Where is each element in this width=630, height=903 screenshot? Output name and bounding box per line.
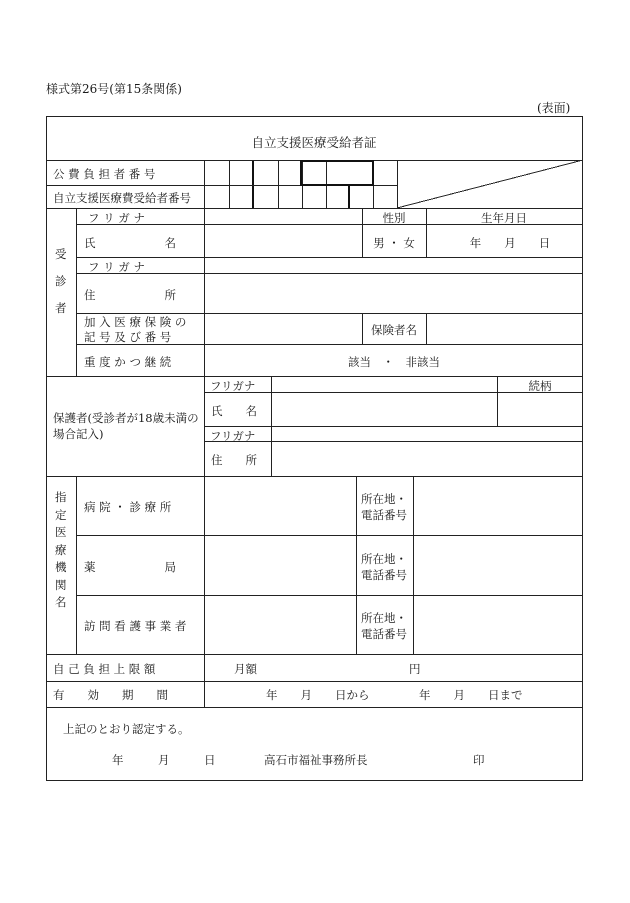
seal-mark: 印	[473, 753, 485, 767]
nursing-addr-line2: 電話番号	[361, 627, 407, 641]
address-label: 住 所	[84, 288, 176, 302]
guardian-furigana-label-2: フリガナ	[210, 429, 256, 443]
institution-group-label: 指 定 医 療 機 関 名	[55, 490, 67, 609]
severe-value: 該当 ・ 非該当	[348, 355, 440, 369]
guardian-address-label: 住 所	[211, 453, 257, 467]
guardian-furigana-label: フリガナ	[210, 379, 256, 393]
insurer-name-label: 保険者名	[371, 323, 417, 337]
certify-statement: 上記のとおり認定する。	[63, 722, 190, 736]
insurance-label-line1: 加 入 医 療 保 険 の	[84, 315, 187, 329]
nursing-addr-line1: 所在地・	[361, 611, 407, 625]
severe-label: 重 度 か つ 継 続	[84, 355, 172, 369]
monthly-label: 月額	[234, 662, 257, 676]
copay-limit-label: 自 己 負 担 上 限 額	[53, 662, 156, 676]
guardian-label-line1: 保護者(受診者が18歳未満の	[53, 411, 199, 425]
furigana-label: フ リ ガ ナ	[88, 211, 145, 225]
name-label: 氏 名	[84, 236, 176, 250]
issuer-name: 高石市福祉事務所長	[264, 753, 368, 767]
relation-label: 続柄	[528, 379, 552, 393]
validity-from: 年 月 日から	[266, 688, 370, 702]
validity-to: 年 月 日まで	[419, 688, 523, 702]
sex-value: 男 ・ 女	[373, 236, 415, 250]
pharmacy-label: 薬 局	[84, 560, 176, 574]
hospital-label: 病 院 ・ 診 療 所	[84, 500, 172, 514]
yen-label: 円	[409, 662, 421, 676]
hospital-addr-line2: 電話番号	[361, 508, 407, 522]
certificate-title: 自立支援医療受給者証	[251, 135, 377, 150]
form-number: 様式第26号(第15条関係)	[46, 82, 182, 96]
furigana-label-2: フ リ ガ ナ	[88, 260, 145, 274]
issue-date: 年 月 日	[112, 753, 216, 767]
dob-value: 年 月 日	[469, 236, 551, 250]
nursing-label: 訪 問 看 護 事 業 者	[84, 619, 187, 633]
hospital-addr-line1: 所在地・	[361, 492, 407, 506]
validity-label: 有 効 期 間	[53, 688, 168, 702]
sex-header: 性別	[382, 211, 406, 225]
pharmacy-addr-line2: 電話番号	[361, 568, 407, 582]
pharmacy-addr-line1: 所在地・	[361, 552, 407, 566]
recipient-number-label: 自立支援医療費受給者番号	[53, 191, 191, 205]
patient-group-label: 受 診 者	[55, 247, 67, 315]
public-payer-label: 公 費 負 担 者 番 号	[53, 167, 156, 181]
guardian-name-label: 氏 名	[211, 404, 257, 418]
guardian-label-line2: 場合記入)	[53, 427, 104, 441]
side-label: (表面)	[537, 101, 571, 115]
dob-header: 生年月日	[481, 211, 527, 225]
insurance-label-line2: 記 号 及 び 番 号	[84, 330, 172, 344]
